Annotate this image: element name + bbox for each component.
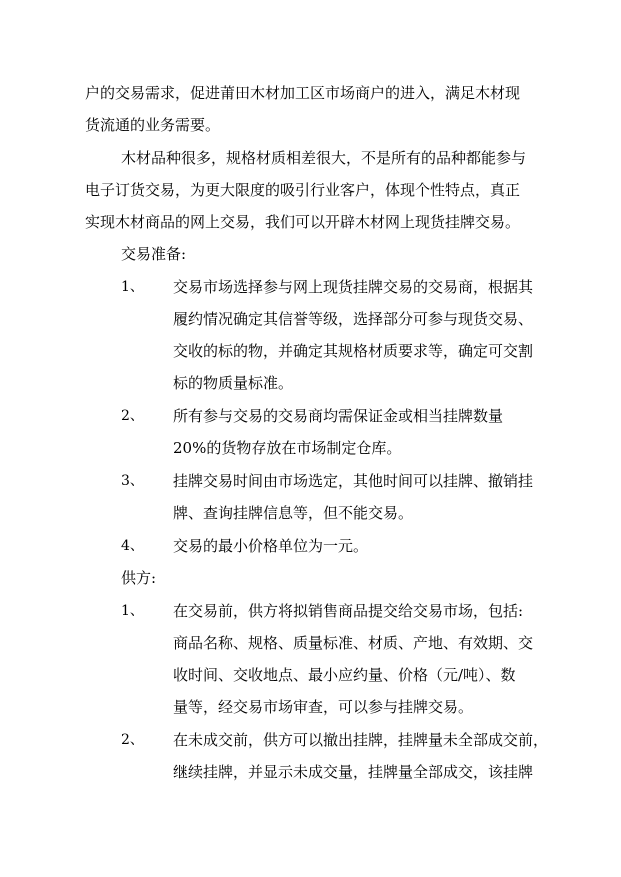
section-heading: 供方: xyxy=(121,569,157,587)
list-item-line: 牌、查询挂牌信息等，但不能交易。 xyxy=(173,504,414,522)
list-item-line: 20%的货物存放在市场制定仓库。 xyxy=(173,439,402,457)
list-item-line: 挂牌交易时间由市场选定，其他时间可以挂牌、撤销挂 xyxy=(173,472,534,490)
paragraph-line: 木材品种很多，规格材质相差很大，不是所有的品种都能参与 xyxy=(121,149,527,167)
list-item-line: 交易的最小价格单位为一元。 xyxy=(173,537,369,555)
paragraph-line: 实现木材商品的网上交易，我们可以开辟木材网上现货挂牌交易。 xyxy=(85,213,521,231)
list-number: 4、 xyxy=(121,538,144,554)
list-number: 2、 xyxy=(121,732,144,748)
intro-line: 户的交易需求，促进莆田木材加工区市场商户的进入，满足木材现 xyxy=(85,84,521,102)
list-number: 3、 xyxy=(121,473,144,489)
list-item-line: 收时间、交收地点、最小应约量、价格（元/吨）、数 xyxy=(173,666,516,684)
list-item-line: 在未成交前，供方可以撤出挂牌，挂牌量未全部成交前， xyxy=(173,731,549,749)
list-item-line: 所有参与交易的交易商均需保证金或相当挂牌数量 xyxy=(173,407,504,425)
list-item-line: 继续挂牌，并显示未成交量，挂牌量全部成交，该挂牌 xyxy=(173,763,534,781)
list-number: 1、 xyxy=(121,279,144,295)
list-item-line: 交收的标的物，并确定其规格材质要求等，确定可交割 xyxy=(173,342,534,360)
list-item-line: 标的物质量标准。 xyxy=(173,374,294,392)
list-item-line: 履约情况确定其信誉等级，选择部分可参与现货交易、 xyxy=(173,310,534,328)
list-item-line: 在交易前，供方将拟销售商品提交给交易市场，包括: xyxy=(173,602,524,620)
paragraph-line: 电子订货交易，为更大限度的吸引行业客户，体现个性特点，真正 xyxy=(85,181,521,199)
list-number: 2、 xyxy=(121,408,144,424)
section-heading: 交易准备: xyxy=(121,245,187,263)
list-item-line: 商品名称、规格、质量标准、材质、产地、有效期、交 xyxy=(173,634,534,652)
list-number: 1、 xyxy=(121,603,144,619)
list-item-line: 交易市场选择参与网上现货挂牌交易的交易商，根据其 xyxy=(173,278,534,296)
intro-line: 货流通的业务需要。 xyxy=(85,116,221,134)
list-item-line: 量等，经交易市场审查，可以参与挂牌交易。 xyxy=(173,698,474,716)
